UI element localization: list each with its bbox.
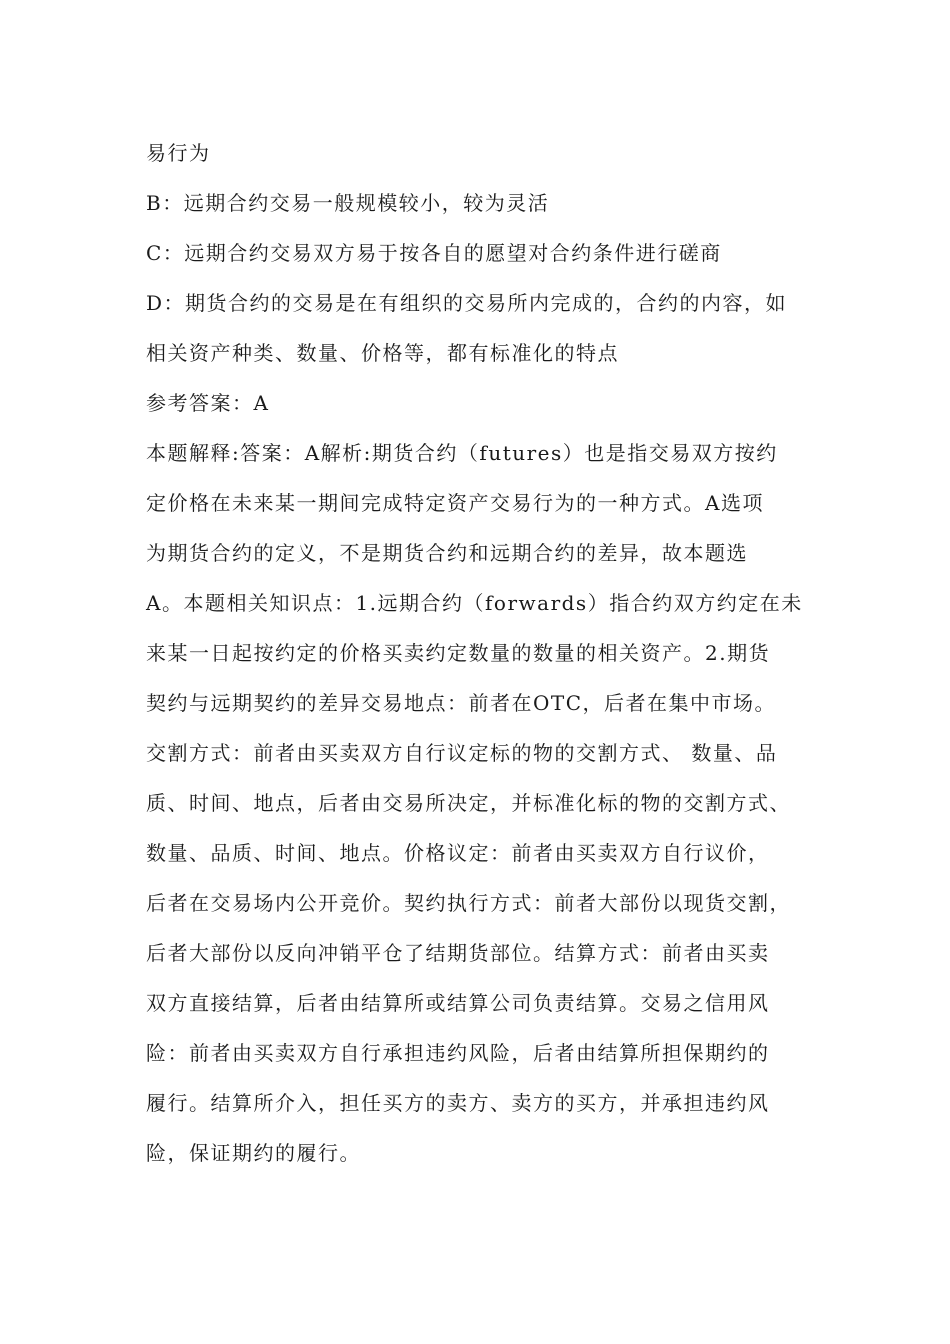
reference-answer-line: 参考答案：A [146,391,270,415]
text-line: 后者大部份以反向冲销平仓了结期货部位。结算方式：前者由买卖 [146,941,770,965]
option-c-line: C：远期合约交易双方易于按各自的愿望对合约条件进行磋商 [146,241,722,265]
text-line: 易行为 [146,141,211,165]
text-line: 数量、品质、时间、地点。价格议定：前者由买卖双方自行议价， [146,841,770,865]
text-line: 相关资产种类、数量、价格等，都有标准化的特点 [146,341,619,365]
text-line: A。本题相关知识点：1.远期合约（forwards）指合约双方约定在未 [146,591,803,615]
text-line: 定价格在未来某一期间完成特定资产交易行为的一种方式。A选项 [146,491,764,515]
text-line: 为期货合约的定义，不是期货合约和远期合约的差异，故本题选 [146,541,748,565]
explanation-line: 本题解释:答案：A解析:期货合约（futures）也是指交易双方按约 [146,441,778,465]
option-d-line: D：期货合约的交易是在有组织的交易所内完成的，合约的内容，如 [146,291,788,315]
text-line: 后者在交易场内公开竞价。契约执行方式：前者大部份以现货交割， [146,891,791,915]
text-line: 险：前者由买卖双方自行承担违约风险，后者由结算所担保期约的 [146,1041,770,1065]
text-line: 履行。结算所介入，担任买方的卖方、卖方的买方，并承担违约风 [146,1091,770,1115]
text-line: 险，保证期约的履行。 [146,1141,361,1165]
text-line: 双方直接结算，后者由结算所或结算公司负责结算。交易之信用风 [146,991,770,1015]
text-line: 质、时间、地点，后者由交易所决定，并标准化标的物的交割方式、 [146,791,791,815]
text-line: 交割方式：前者由买卖双方自行议定标的物的交割方式、 数量、品 [146,741,778,765]
option-b-line: B：远期合约交易一般规模较小，较为灵活 [146,191,550,215]
text-line: 契约与远期契约的差异交易地点：前者在OTC，后者在集中市场。 [146,691,777,715]
document-body [146,128,836,1178]
text-line: 来某一日起按约定的价格买卖约定数量的数量的相关资产。2.期货 [146,641,771,665]
